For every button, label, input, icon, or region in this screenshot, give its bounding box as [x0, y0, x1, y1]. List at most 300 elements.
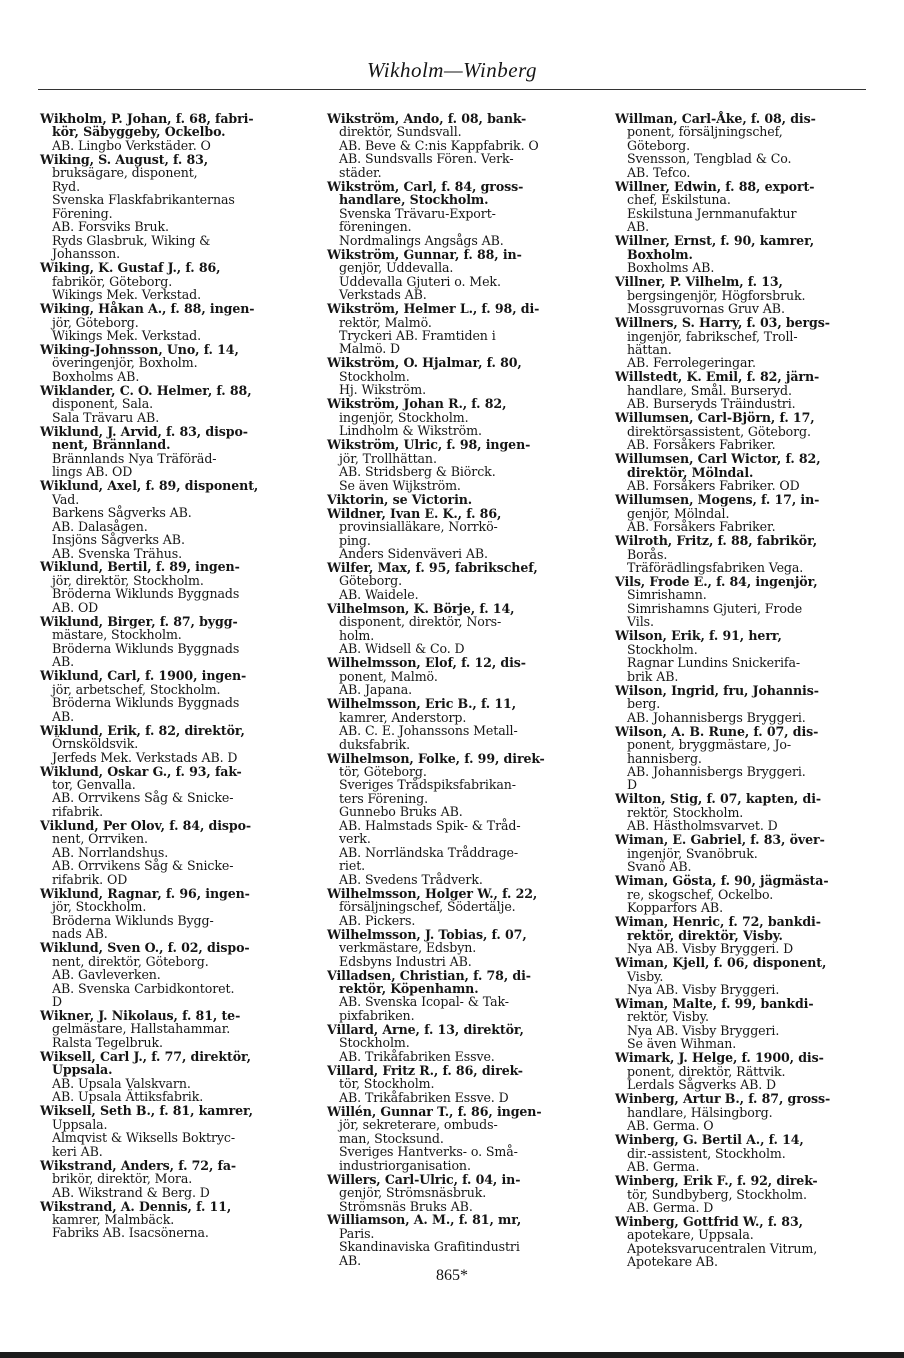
person-name: Wilhelmsson, Eric B., f. 11,: [327, 696, 516, 712]
directory-entry: [615, 112, 863, 179]
company-line: AB.: [339, 1252, 362, 1268]
company-line: städer.: [339, 164, 382, 180]
person-name: Wiking, K. Gustaf J., f. 86,: [40, 260, 221, 276]
entry-title-line: berg.: [627, 696, 661, 712]
company-line: Gunnebo Bruks AB.: [339, 804, 463, 820]
person-name: Wiman, Kjell, f. 06, disponent,: [615, 955, 827, 971]
company-line: riet.: [339, 858, 366, 874]
entry-heading: [615, 534, 863, 547]
company-line: Nya AB. Visby Bryggeri.: [627, 982, 780, 997]
person-name: Willman, Carl-Åke, f. 08, dis-: [615, 111, 816, 126]
company-line: ters Förening.: [339, 790, 429, 806]
directory-entry: [615, 493, 863, 533]
entry-heading: [40, 261, 288, 274]
person-name: Wiksell, Seth B., f. 81, kamrer,: [40, 1103, 253, 1119]
entry-title-line: genjör, Mölndal.: [627, 505, 730, 521]
directory-entry: [615, 997, 863, 1051]
person-name: Wiking, S. August, f. 83,: [40, 151, 209, 167]
person-name: Willers, Carl-Ulric, f. 04, in-: [327, 1171, 521, 1187]
company-line: D: [627, 777, 637, 793]
entry-heading: [327, 397, 575, 410]
entry-heading: [327, 1023, 575, 1036]
entry-title-line: disponent, Sala.: [52, 396, 154, 412]
company-line: AB. Ferrolegeringar.: [627, 355, 756, 371]
directory-entry: [327, 112, 575, 179]
entry-heading: [615, 1215, 863, 1228]
scan-bottom-edge: [0, 1352, 904, 1358]
company-line: Nya AB. Visby Bryggeri.: [627, 1022, 780, 1038]
directory-entry: [615, 874, 863, 914]
person-name: Wilson, Erik, f. 91, herr,: [615, 628, 782, 644]
person-name: Wiking-Johnsson, Uno, f. 14,: [40, 341, 239, 357]
person-name: Wiking, Håkan A., f. 88, ingen-: [40, 301, 255, 317]
entry-title-line: handlare, Smål. Burseryd.: [627, 382, 792, 398]
company-line: Anders Sidenväveri AB.: [339, 546, 488, 561]
entry-title-line: Stockholm.: [627, 641, 698, 657]
entry-title-line: direktörsassistent, Göteborg.: [627, 423, 811, 439]
company-line: rifabrik. OD: [52, 871, 128, 887]
entry-title-line: disponent, direktör, Nors-: [339, 614, 502, 630]
person-name: Wiman, E. Gabriel, f. 83, över-: [615, 832, 825, 848]
person-name: Winberg, Gottfrid W., f. 83,: [615, 1213, 803, 1229]
company-line: AB. Germa.: [627, 1159, 700, 1175]
directory-entry: [40, 153, 288, 261]
directory-entry: [40, 615, 288, 669]
entry-title-line: försäljningschef, Södertälje.: [339, 899, 516, 915]
company-line: AB. Burseryds Träindustri.: [627, 396, 796, 412]
company-line: AB. Wikstrand & Berg. D: [52, 1184, 210, 1200]
entry-heading: [40, 384, 288, 397]
entry-title-line: direktör, Mölndal.: [627, 464, 754, 480]
entry-heading: [615, 575, 863, 588]
entry-heading: [615, 956, 863, 969]
company-line: Johansson.: [52, 246, 120, 262]
company-line: Brännlands Nya Träföräd-: [52, 450, 217, 466]
directory-entry: [40, 1159, 288, 1199]
company-line: AB. Forsåkers Fabriker. OD: [627, 478, 800, 494]
person-name: Willner, Ernst, f. 90, kamrer,: [615, 233, 814, 249]
company-line: Förening.: [52, 205, 113, 221]
company-line: Svenska Trävaru-Export-: [339, 205, 496, 221]
company-line: Sala Trävaru AB.: [52, 409, 160, 425]
directory-entry: [327, 397, 575, 437]
person-name: Villner, P. Vilhelm, f. 13,: [615, 274, 783, 290]
company-line: AB. Johannisbergs Bryggeri.: [627, 764, 806, 779]
entry-heading: [615, 452, 863, 465]
company-line: Apotekare AB.: [627, 1254, 718, 1270]
entry-title-line: bruksägare, disponent,: [52, 165, 198, 181]
company-line: Uddevalla Gjuteri o. Mek.: [339, 273, 501, 289]
entry-title-line: Uppsala.: [52, 1062, 113, 1078]
entry-title-line: hättan.: [627, 341, 672, 357]
company-line: Malmö. D: [339, 341, 401, 357]
entry-title-line: provinsialläkare, Norrkö-: [339, 519, 498, 535]
company-line: Ragnar Lundins Snickerifa-: [627, 655, 801, 671]
person-name: Willumsen, Carl Wictor, f. 82,: [615, 451, 821, 467]
person-name: Wildner, Ivan E. K., f. 86,: [327, 505, 502, 521]
person-name: Wikner, J. Nikolaus, f. 81, te-: [40, 1007, 241, 1023]
person-name: Winberg, Erik F., f. 92, direk-: [615, 1173, 818, 1189]
directory-entry: [40, 425, 288, 479]
person-name: Viklund, Per Olov, f. 84, dispo-: [40, 817, 252, 833]
company-line: AB.: [627, 219, 650, 235]
company-line: Almqvist & Wiksells Boktryc-: [52, 1130, 236, 1146]
entry-title-line: kamrer, Anderstorp.: [339, 709, 467, 725]
person-name: Wilton, Stig, f. 07, kapten, di-: [615, 791, 821, 807]
entry-heading: [40, 1050, 288, 1063]
column-3: [615, 111, 863, 1270]
company-line: AB. Germa. O: [627, 1118, 714, 1134]
directory-entry: [40, 887, 288, 941]
entry-title-line: ponent, Malmö.: [339, 668, 438, 684]
directory-entry: [615, 1051, 863, 1091]
directory-entry: [615, 1174, 863, 1214]
person-name: Wiman, Gösta, f. 90, jägmästa-: [615, 873, 829, 889]
company-line: AB. Orrvikens Såg & Snicke-: [52, 790, 234, 806]
person-name: Vilhelmson, K. Börje, f. 14,: [327, 600, 515, 616]
person-name: Wilhelmsson, Holger W., f. 22,: [327, 885, 538, 901]
directory-entry: [40, 112, 288, 152]
company-line: AB. Halmstads Spik- & Tråd-: [339, 817, 521, 833]
company-line: Strömsnäs Bruks AB.: [339, 1198, 473, 1214]
company-line: AB. Norrländska Tråddrage-: [339, 844, 519, 860]
entry-title-line: rektör, direktör, Visby.: [627, 927, 783, 943]
entry-heading: [327, 248, 575, 261]
entry-title-line: fabrikör, Göteborg.: [52, 273, 173, 289]
entry-title-line: holm.: [339, 627, 375, 643]
entry-heading: [40, 112, 288, 125]
entry-title-line: Uppsala.: [52, 1116, 108, 1132]
company-line: Ryds Glasbruk, Wiking &: [52, 232, 211, 248]
company-line: Boxholms AB.: [52, 368, 140, 384]
entry-heading: [615, 833, 863, 846]
entry-heading: [327, 752, 575, 765]
entry-title-line: jör, Göteborg.: [52, 314, 139, 330]
entry-title-line: nent, Brännland.: [52, 437, 171, 453]
person-name: Viktorin, se Victorin.: [327, 491, 473, 507]
entry-title-line: Göteborg.: [627, 137, 690, 153]
entry-title-line: ingenjör, fabrikschef, Troll-: [627, 328, 798, 344]
company-line: Wikings Mek. Verkstad.: [52, 328, 201, 343]
person-name: Wilfer, Max, f. 95, fabrikschef,: [327, 559, 538, 575]
company-line: verk.: [339, 831, 371, 847]
person-name: Wikström, Carl, f. 84, gross-: [327, 178, 524, 194]
company-line: AB. Forsviks Bruk.: [52, 219, 169, 235]
directory-entry: [40, 302, 288, 342]
entry-title-line: ponent, försäljningschef,: [627, 124, 783, 140]
person-name: Winberg, G. Bertil A., f. 14,: [615, 1132, 804, 1148]
directory-entry: [40, 479, 288, 560]
person-name: Wikstrand, A. Dennis, f. 11,: [40, 1198, 232, 1214]
entry-title-line: överingenjör, Boxholm.: [52, 355, 198, 371]
entry-heading: [615, 411, 863, 424]
company-line: Svensson, Tengblad & Co.: [627, 151, 792, 167]
entry-heading: [327, 969, 575, 982]
company-line: Hj. Wikström.: [339, 382, 427, 398]
directory-entry: [327, 697, 575, 751]
entry-heading: [615, 1133, 863, 1146]
company-line: AB. Forsåkers Fabriker.: [627, 519, 776, 535]
entry-heading: [327, 656, 575, 669]
directory-entry: [327, 1023, 575, 1063]
entry-title-line: bergsingenjör, Högforsbruk.: [627, 287, 806, 303]
person-name: Wilhelmson, Folke, f. 99, direk-: [327, 750, 545, 766]
company-line: AB. Stridsberg & Biörck.: [339, 464, 496, 480]
directory-entry: [40, 819, 288, 886]
person-name: Wilhelmsson, J. Tobias, f. 07,: [327, 926, 527, 942]
company-line: Bröderna Wiklunds Byggnads: [52, 586, 240, 602]
company-line: AB. Lingbo Verkstäder. O: [52, 137, 211, 153]
company-line: Eskilstuna Jernmanufaktur: [627, 205, 797, 221]
person-name: Villard, Arne, f. 13, direktör,: [327, 1021, 524, 1037]
entry-title-line: tor, Genvalla.: [52, 776, 136, 792]
entry-title-line: jör, Trollhättan.: [339, 450, 437, 466]
directory-entry: [615, 956, 863, 996]
person-name: Villadsen, Christian, f. 78, di-: [327, 967, 531, 983]
entry-title-line: Boxholm.: [627, 246, 693, 262]
entry-heading: [40, 153, 288, 166]
entry-heading: [327, 602, 575, 615]
directory-entry: [40, 261, 288, 301]
company-line: duksfabrik.: [339, 736, 411, 752]
company-line: AB. Svenska Icopal- & Tak-: [339, 994, 509, 1010]
entry-title-line: Örnsköldsvik.: [52, 736, 139, 752]
entry-heading: [40, 560, 288, 573]
person-name: Wikholm, P. Johan, f. 68, fabri-: [40, 111, 254, 126]
entry-heading: [327, 561, 575, 574]
entry-heading: [327, 180, 575, 193]
person-name: Wiklund, Sven O., f. 02, dispo-: [40, 940, 250, 956]
entry-title-line: ping.: [339, 532, 371, 548]
entry-title-line: rektör, Stockholm.: [627, 804, 744, 820]
company-line: Sveriges Hantverks- o. Små-: [339, 1144, 518, 1160]
column-1: [40, 112, 288, 1260]
person-name: Wimark, J. Helge, f. 1900, dis-: [615, 1050, 824, 1066]
header-rule: [38, 89, 866, 90]
person-name: Willners, S. Harry, f. 03, bergs-: [615, 315, 830, 331]
entry-title-line: rektör, Köpenhamn.: [339, 981, 479, 996]
directory-entry: [40, 384, 288, 424]
entry-title-line: handlare, Hälsingborg.: [627, 1104, 773, 1120]
person-name: Wiklund, Ragnar, f. 96, ingen-: [40, 885, 250, 901]
directory-entry: [327, 180, 575, 247]
entry-heading: [615, 275, 863, 288]
entry-heading: [615, 234, 863, 247]
company-line: AB. Waidele.: [339, 586, 419, 602]
person-name: Willén, Gunnar T., f. 86, ingen-: [327, 1103, 542, 1119]
entry-title-line: Paris.: [339, 1225, 375, 1241]
company-line: AB. Beve & C:nis Kappfabrik. O: [339, 137, 539, 153]
directory-entry: [615, 452, 863, 492]
company-line: Lindholm & Wikström.: [339, 423, 482, 439]
company-line: Bröderna Wiklunds Byggnads: [52, 640, 240, 656]
entry-title-line: direktör, Sundsvall.: [339, 124, 462, 140]
company-line: Svenska Flaskfabrikanternas: [52, 192, 235, 208]
entry-title-line: mästare, Stockholm.: [52, 627, 182, 643]
person-name: Wikström, O. Hjalmar, f. 80,: [327, 355, 522, 371]
entry-heading: [615, 370, 863, 383]
entry-title-line: hannisberg.: [627, 750, 702, 766]
entry-heading: [327, 697, 575, 710]
person-name: Wiman, Malte, f. 99, bankdi-: [615, 995, 814, 1011]
directory-entry: [615, 833, 863, 873]
directory-entry: [615, 1133, 863, 1173]
directory-entry: [327, 561, 575, 601]
directory-entry: [327, 493, 575, 506]
company-line: AB. Germa. D: [627, 1200, 714, 1215]
entry-heading: [40, 1159, 288, 1172]
company-line: AB. Orrvikens Såg & Snicke-: [52, 858, 234, 874]
directory-entry: [40, 1200, 288, 1240]
entry-heading: [327, 1105, 575, 1118]
directory-entry: [615, 180, 863, 234]
entry-title-line: tör, Sundbyberg, Stockholm.: [627, 1186, 807, 1202]
company-line: Ralsta Tegelbruk.: [52, 1034, 163, 1050]
directory-entry: [615, 684, 863, 724]
directory-entry: [327, 1213, 575, 1267]
entry-heading: [615, 493, 863, 506]
person-name: Wiklund, Bertil, f. 89, ingen-: [40, 559, 240, 575]
entry-title-line: genjör, Strömsnäsbruk.: [339, 1185, 487, 1201]
entry-title-line: ingenjör, Stockholm.: [339, 409, 469, 425]
company-line: AB. Forsåkers Fabriker.: [627, 437, 776, 453]
entry-heading: [615, 629, 863, 642]
person-name: Wiklund, Carl, f. 1900, ingen-: [40, 668, 247, 684]
directory-entry: [40, 669, 288, 723]
person-name: Wiklund, Axel, f. 89, disponent,: [40, 478, 259, 494]
entry-title-line: Stockholm.: [339, 368, 410, 384]
directory-entry: [615, 316, 863, 370]
entry-heading: [615, 915, 863, 928]
entry-heading: [615, 997, 863, 1010]
entry-title-line: Ryd.: [52, 178, 81, 194]
person-name: Villard, Fritz R., f. 86, direk-: [327, 1062, 523, 1078]
entry-heading: [40, 615, 288, 628]
company-line: brik AB.: [627, 668, 679, 684]
company-line: Jerfeds Mek. Verkstads AB. D: [52, 749, 238, 765]
person-name: Wikström, Ulric, f. 98, ingen-: [327, 437, 531, 453]
directory-entry: [40, 1009, 288, 1049]
company-line: Simrishamns Gjuteri, Frode: [627, 600, 803, 616]
directory-entry: [327, 656, 575, 696]
company-line: nads AB.: [52, 926, 108, 942]
entry-heading: [327, 507, 575, 520]
company-line: Mossgruvornas Gruv AB.: [627, 301, 785, 317]
company-line: AB. Upsala Ättiksfabrik.: [52, 1089, 204, 1105]
entry-title-line: jör, sekreterare, ombuds-: [339, 1117, 498, 1133]
person-name: Wikstrand, Anders, f. 72, fa-: [40, 1157, 237, 1173]
entry-heading: [327, 112, 575, 125]
entry-heading: [615, 112, 863, 125]
directory-entry: [615, 1215, 863, 1269]
company-line: Vils.: [627, 614, 654, 630]
entry-heading: [327, 1064, 575, 1077]
entry-heading: [615, 180, 863, 193]
entry-title-line: verkmästare, Edsbyn.: [339, 940, 477, 956]
company-line: Lerdals Sågverks AB. D: [627, 1077, 777, 1093]
directory-entry: [615, 915, 863, 955]
directory-entry: [327, 602, 575, 656]
company-line: föreningen.: [339, 219, 412, 235]
entry-heading: [40, 819, 288, 832]
entry-title-line: genjör, Uddevalla.: [339, 260, 454, 276]
entry-heading: [615, 725, 863, 738]
company-line: AB. Svedens Trådverk.: [339, 871, 483, 887]
company-line: AB. Widsell & Co. D: [339, 641, 465, 657]
directory-columns: [40, 111, 866, 1270]
person-name: Wiman, Henric, f. 72, bankdi-: [615, 914, 821, 930]
directory-entry: [40, 343, 288, 383]
company-line: AB. Trikåfabriken Essve.: [339, 1048, 495, 1064]
directory-entry: [327, 1173, 575, 1213]
entry-title-line: brikör, direktör, Mora.: [52, 1171, 193, 1187]
entry-title-line: Simrishamn.: [627, 587, 707, 603]
company-line: keri AB.: [52, 1143, 103, 1159]
company-line: Skandinaviska Grafitindustri: [339, 1239, 520, 1255]
company-line: AB. OD: [52, 599, 99, 615]
company-line: Verkstads AB.: [339, 287, 427, 303]
entry-title-line: jör, Stockholm.: [52, 899, 147, 915]
entry-heading: [615, 792, 863, 805]
entry-heading: [615, 316, 863, 329]
company-line: AB. Dalasågen.: [52, 518, 148, 534]
entry-heading: [40, 669, 288, 682]
directory-entry: [615, 629, 863, 683]
entry-heading: [40, 1200, 288, 1213]
directory-entry: [615, 1092, 863, 1132]
directory-entry: [615, 411, 863, 451]
company-line: Fabriks AB. Isacsönerna.: [52, 1225, 209, 1241]
directory-entry: [615, 725, 863, 792]
entry-title-line: Göteborg.: [339, 573, 402, 589]
directory-entry: [615, 575, 863, 629]
person-name: Willumsen, Carl-Björn, f. 17,: [615, 410, 815, 426]
person-name: Willumsen, Mogens, f. 17, in-: [615, 492, 820, 508]
directory-entry: [327, 752, 575, 887]
directory-entry: [40, 724, 288, 764]
company-line: Nya AB. Visby Bryggeri. D: [627, 941, 794, 957]
directory-entry: [327, 356, 575, 396]
entry-heading: [615, 1051, 863, 1064]
directory-entry: [327, 1105, 575, 1172]
company-line: AB. Norrlandshus.: [52, 844, 169, 860]
company-line: Barkens Sågverks AB.: [52, 505, 192, 521]
entry-heading: [40, 479, 288, 492]
entry-heading: [615, 684, 863, 697]
directory-entry: [615, 275, 863, 315]
entry-heading: [40, 1009, 288, 1022]
person-name: Wilson, Ingrid, fru, Johannis-: [615, 682, 819, 698]
company-line: industriorganisation.: [339, 1157, 471, 1173]
entry-heading: [40, 765, 288, 778]
company-line: AB. C. E. Johanssons Metall-: [339, 723, 518, 739]
entry-title-line: ponent, bryggmästare, Jo-: [627, 737, 792, 753]
company-line: Apoteksvarucentralen Vitrum,: [627, 1240, 818, 1256]
entry-title-line: tör, Stockholm.: [339, 1076, 435, 1092]
person-name: Willner, Edwin, f. 88, export-: [615, 178, 815, 194]
person-name: Vils, Frode E., f. 84, ingenjör,: [615, 573, 818, 589]
directory-entry: [327, 887, 575, 927]
company-line: lings AB. OD: [52, 464, 133, 480]
entry-heading: [327, 928, 575, 941]
company-line: AB. Svenska Trähus.: [52, 545, 182, 561]
company-line: Sveriges Trådspiksfabrikan-: [339, 777, 516, 793]
person-name: Wiklund, J. Arvid, f. 83, dispo-: [40, 423, 248, 439]
person-name: Wikström, Helmer L., f. 98, di-: [327, 301, 540, 317]
entry-heading: [40, 343, 288, 356]
company-line: AB. Pickers.: [339, 912, 416, 928]
entry-title-line: Visby.: [627, 968, 664, 984]
